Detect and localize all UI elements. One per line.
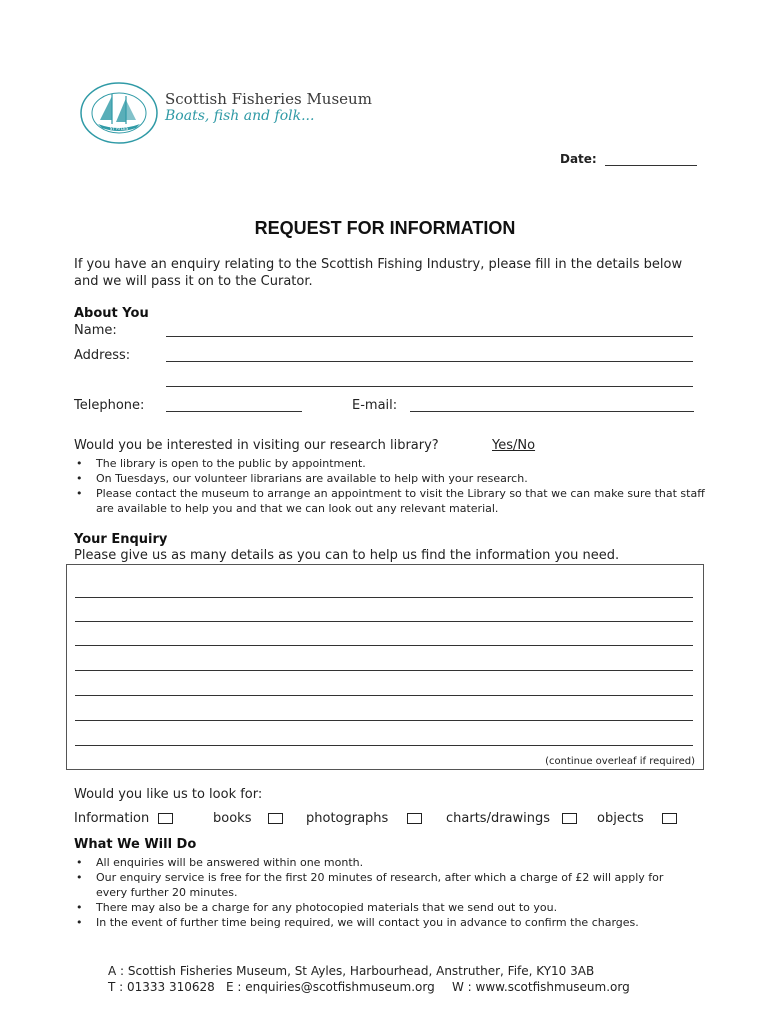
- continue-note: (continue overleaf if required): [545, 756, 695, 767]
- name-label: Name:: [74, 323, 117, 338]
- list-item: • On Tuesdays, our volunteer librarians are available to help with your research.: [74, 471, 714, 486]
- option-photographs-label: photographs: [306, 811, 389, 826]
- date-label: Date:: [560, 152, 597, 166]
- books-checkbox[interactable]: [268, 813, 283, 824]
- footer-telephone: T : 01333 310628: [108, 980, 215, 994]
- charts-drawings-checkbox[interactable]: [562, 813, 577, 824]
- list-item: • Our enquiry service is free for the first 20 minutes of research, after which a charge of £2 will apply for every further 20 minutes.: [74, 870, 674, 900]
- option-information-label: Information: [74, 811, 150, 826]
- intro-text: If you have an enquiry relating to the Scottish Fishing Industry, please fill in the details below and we will pass it on to the Curator.: [74, 257, 683, 289]
- date-field[interactable]: [605, 165, 697, 166]
- will-do-bullets: [74, 855, 674, 930]
- photographs-checkbox[interactable]: [407, 813, 422, 824]
- enquiry-line: [75, 745, 693, 746]
- enquiry-textarea[interactable]: [66, 564, 704, 770]
- list-item: • There may also be a charge for any photocopied materials that we send out to you.: [74, 900, 674, 915]
- enquiry-line: [75, 670, 693, 671]
- enquiry-line: [75, 597, 693, 598]
- telephone-label: Telephone:: [74, 398, 145, 413]
- address-field-line-1[interactable]: [166, 361, 693, 362]
- logo-badge-center: ST AYLES: [109, 126, 129, 131]
- information-checkbox[interactable]: [158, 813, 173, 824]
- page-title: REQUEST FOR INFORMATION: [254, 218, 516, 238]
- footer-address: A : Scottish Fisheries Museum, St Ayles, Harbourhead, Anstruther, Fife, KY10 3AB: [108, 964, 595, 978]
- library-question: Would you be interested in visiting our research library?: [74, 438, 439, 453]
- objects-checkbox[interactable]: [662, 813, 677, 824]
- look-for-question: Would you like us to look for:: [74, 787, 263, 802]
- list-item: • All enquiries will be answered within one month.: [74, 855, 674, 870]
- list-item: • The library is open to the public by appointment.: [74, 456, 714, 471]
- enquiry-line: [75, 695, 693, 696]
- will-do-heading: What We Will Do: [74, 837, 197, 852]
- name-field[interactable]: [166, 336, 693, 337]
- telephone-field[interactable]: [166, 411, 302, 412]
- list-item: • In the event of further time being required, we will contact you in advance to confirm the charges.: [74, 915, 674, 930]
- footer-email[interactable]: E : enquiries@scotfishmuseum.org: [226, 980, 435, 994]
- enquiry-heading: Your Enquiry: [74, 532, 168, 547]
- museum-name: Scottish Fisheries Museum: [165, 90, 372, 108]
- email-field[interactable]: [410, 411, 694, 412]
- option-charts-label: charts/drawings: [446, 811, 551, 826]
- option-books-label: books: [213, 811, 252, 826]
- museum-tagline: Boats, fish and folk...: [165, 108, 315, 124]
- enquiry-line: [75, 720, 693, 721]
- museum-logo-badge: [78, 80, 160, 146]
- list-item: • Please contact the museum to arrange an appointment to visit the Library so that we can make sure that staff are available to help you and that we can look out any relevant material.: [74, 486, 714, 516]
- email-label: E-mail:: [352, 398, 398, 413]
- address-label: Address:: [74, 348, 131, 363]
- address-field-line-2[interactable]: [166, 386, 693, 387]
- enquiry-instruction: Please give us as many details as you can to help us find the information you need.: [74, 548, 620, 563]
- enquiry-line: [75, 645, 693, 646]
- library-answer-yes-no[interactable]: Yes/No: [492, 438, 536, 453]
- footer-web[interactable]: W : www.scotfishmuseum.org: [452, 980, 630, 994]
- about-heading: About You: [74, 306, 149, 321]
- option-objects-label: objects: [597, 811, 644, 826]
- enquiry-line: [75, 621, 693, 622]
- library-bullets: [74, 456, 714, 516]
